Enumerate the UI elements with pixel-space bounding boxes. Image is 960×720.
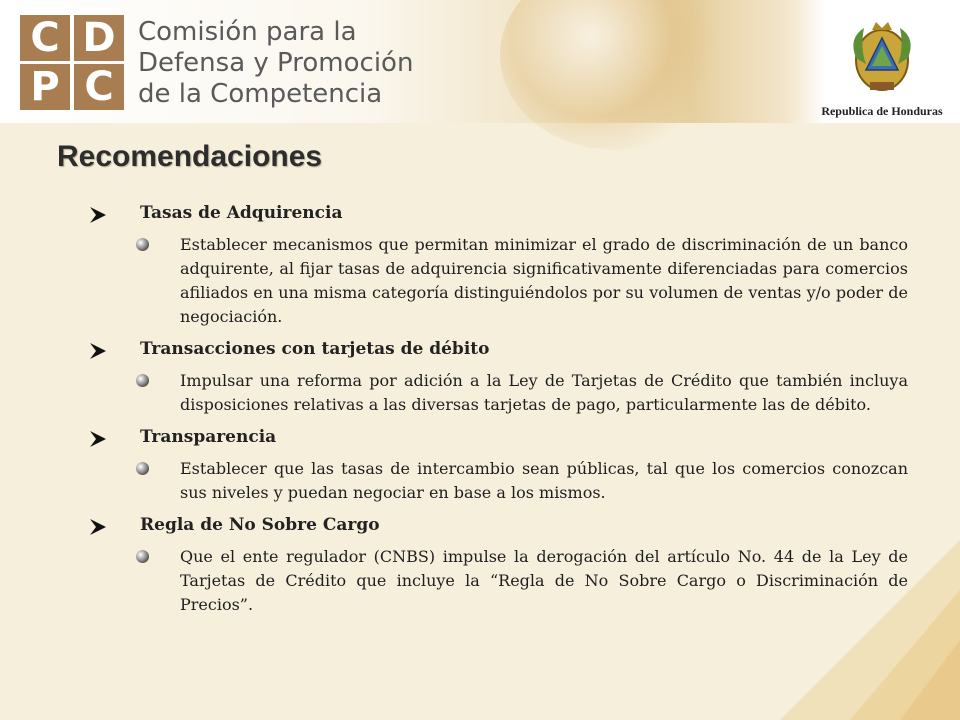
sphere-bullet-icon (136, 462, 149, 475)
sphere-bullet-icon (136, 374, 149, 387)
recommendation-text: Que el ente regulador (CNBS) impulse la derogación del artículo No. 44 de la Ley de Tarjetas de Crédito que incluye la “Regla de No Sobre Cargo o Discriminación de Precios”. (180, 547, 908, 614)
recommendation-text: Impulsar una reforma por adición a la Ley de Tarjetas de Crédito que también incluya disposiciones relativas a las diversas tarjetas de pago, particularmente las de débito. (180, 371, 908, 414)
logo-letter: C (74, 64, 124, 110)
recommendation-item (0, 233, 960, 329)
country-label: Republica de Honduras (821, 104, 943, 118)
recommendations-list (0, 203, 960, 627)
logo-letter: C (20, 15, 70, 61)
sphere-bullet-icon (136, 238, 149, 251)
section-header (0, 203, 960, 233)
section-transparencia (0, 427, 960, 505)
recommendation-text: Establecer que las tasas de intercambio sean públicas, tal que los comercios conozcan sus niveles y puedan negociar en base a los mismos. (180, 459, 908, 502)
coat-of-arms-icon (842, 18, 922, 98)
section-title: Tasas de Adquirencia (140, 203, 343, 223)
recommendation-item (0, 369, 960, 417)
globe-graphic (500, 0, 730, 150)
section-header (0, 515, 960, 545)
section-title: Transparencia (140, 427, 277, 447)
recommendation-item (0, 457, 960, 505)
cdpc-logo (20, 15, 124, 110)
logo-letter: D (74, 15, 124, 61)
section-title: Transacciones con tarjetas de débito (140, 339, 490, 359)
arrow-bullet-icon (88, 205, 108, 225)
logo-letter: P (20, 64, 70, 110)
sphere-bullet-icon (136, 550, 149, 563)
arrow-bullet-icon (88, 517, 108, 537)
arrow-bullet-icon (88, 341, 108, 361)
slide-title: Recomendaciones (57, 140, 323, 173)
org-line: de la Competencia (138, 79, 383, 109)
section-tasas-adquirencia (0, 203, 960, 329)
section-title: Regla de No Sobre Cargo (140, 515, 380, 535)
recommendation-item (0, 545, 960, 617)
header-banner (0, 0, 960, 123)
organization-name (138, 17, 413, 110)
section-header (0, 427, 960, 457)
arrow-bullet-icon (88, 429, 108, 449)
org-line: Defensa y Promoción (138, 48, 414, 78)
section-no-sobre-cargo (0, 515, 960, 617)
section-tarjetas-debito (0, 339, 960, 417)
org-line: Comisión para la (138, 17, 357, 47)
recommendation-text: Establecer mecanismos que permitan minimizar el grado de discriminación de un banco adquirente, al fijar tasas de adquirencia significativamente diferenciadas para comercios afiliados en una misma categoría distinguiéndolos por su volumen de ventas y/o poder de negociación. (180, 235, 908, 326)
section-header (0, 339, 960, 369)
